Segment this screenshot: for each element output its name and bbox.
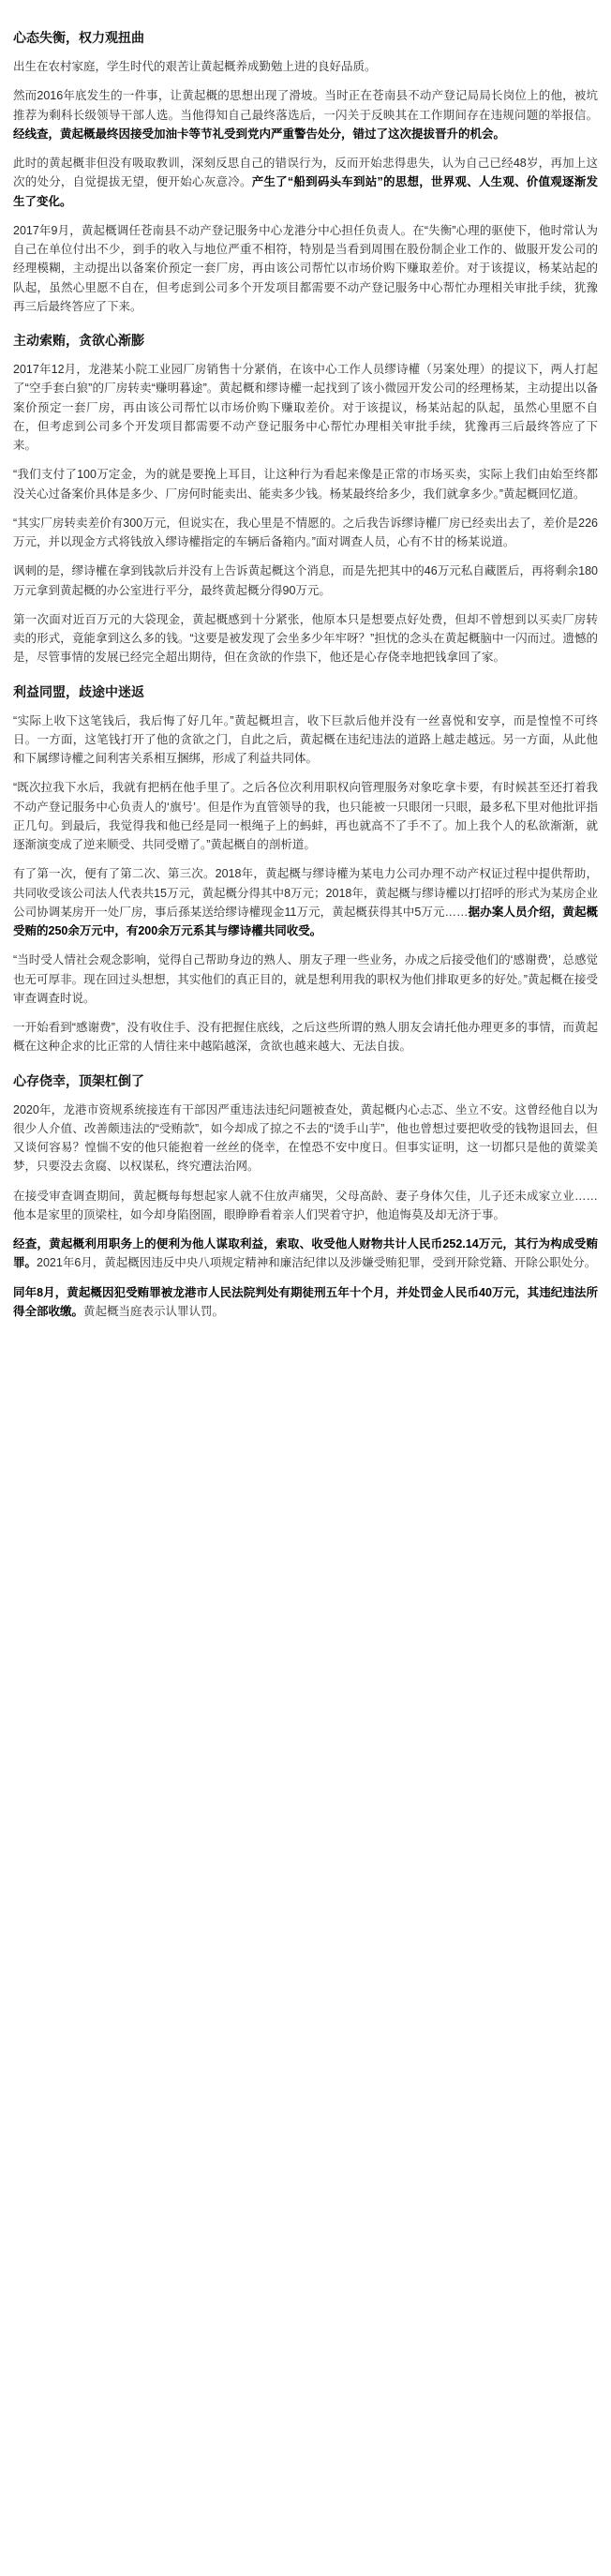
section-heading: 主动索贿，贪欲心渐膨 [13, 333, 144, 348]
paragraph: 2017年12月，龙港某小院工业园厂房销售十分紧俏，在该中心工作人员缪诗權（另案处理）的提议下，两人打起了“空手套白狼”的厂房转卖“赚明暮途”。黄起概和缪诗權一起找到了该小微园开发公司的经理杨某，主动提出以备案价预定一套厂房，再由该公司帮忙以市场价购下赚取差价。对于该提议，杨某站起的队起，虽然心里愿不自在，但考虑到公司多个开发项目都需要不动产登记服务中心帮忙办理相关审批手续，犹豫再三后最终答应了下来。 [13, 363, 598, 452]
paragraph: 经查，黄起概利用职务上的便利为他人谋取利益，索取、收受他人财物共计人民币252.14万元，其行为构成受贿罪。2021年6月，黄起概因违反中央八项规定精神和廉洁纪律以及涉嫌受贿犯罪，受到开除党籍、开除公职处分。 [13, 1237, 598, 1270]
emphasis-text: 经查，黄起概利用职务上的便利为他人谋取利益，索取、收受他人财物共计人民币252.14万元，其行为构成受贿罪。 [13, 1237, 598, 1270]
paragraph: 2020年，龙港市资规系统接连有干部因严重违法违纪问题被查处，黄起概内心忐忑、坐立不安。这曾经他自以为很少人介值、改善颇违法的“受贿款”，如今却成了掠之不去的“烫手山芋”，他也曾想过要把收受的钱物退回去，但又谈何容易？惶惴不安的他只能抱着一丝丝的侥幸，在惶恐不安中度日。但事实证明，这一切都只是他的黄粱美梦，只要没去贪腐、以权谋私，终究遭法治网。 [13, 1102, 598, 1174]
emphasis-text: 同年8月，黄起概因犯受贿罪被龙港市人民法院判处有期徒刑五年十个月，并处罚金人民币40万元，其违纪违法所得全部收缴。 [13, 1285, 598, 1318]
emphasis-text: 据办案人员介绍，黄起概受贿的250余万元中，有200余万元系其与缪诗權共同收受。 [13, 905, 598, 937]
paragraph: 有了第一次，便有了第二次、第三次。2018年，黄起概与缪诗權为某电力公司办理不动产权证过程中提供帮助，共同收受该公司法人代表共15万元，黄起概分得其中8万元；2018年，黄起概与缪诗權以打招呼的形式为某房企业公司协调某房开一处厂房，事后孫某送给缪诗權现金11万元，黄起概获得其中5万元……据办案人员介绍，黄起概受贿的250余万元中，有200余万元系其与缪诗權共同收受。 [13, 867, 598, 937]
paragraph: 一开始看到“感谢费”，没有收住手、没有把握住底线，之后这些所谓的熟人朋友会请托他办理更多的事情，而黄起概在这种企求的比正常的人情往来中越陷越深，贪欲也越来越大、无法自拔。 [13, 1021, 598, 1054]
emphasis-text: 产生了“船到码头车到站”的思想，世界观、人生观、价值观逐渐发生了变化。 [13, 175, 598, 208]
section-heading: 心态失衡，权力观扭曲 [13, 30, 144, 45]
paragraph: “我们支付了100万定金，为的就是要挽上耳目，让这种行为看起来像是正常的市场买卖，实际上我们由始至终都没关心过备案价具体是多少、厂房何时能卖出、能卖多少钱。杨某最终给多少，我们就拿多少。”黄起概回忆道。 [13, 468, 598, 501]
paragraph: 然而2016年底发生的一件事，让黄起概的思想出现了滑坡。当时正在苍南县不动产登记局局长岗位上的他，被坑推荐为剩科长级领导干部人选。当他得知自己最终落选后，一闪关于反映其在工作期间存在违规问题的举报信。经线查，黄起概最终因接受加油卡等节礼受到党内严重警告处分，错过了这次提拔晋升的机会。 [13, 89, 598, 141]
paragraph: “当时受人情社会观念影响，觉得自己帮助身边的熟人、朋友子理一些业务，办成之后接受他们的‘感谢费’，总感觉也无可厚非。现在回过头想想，其实他们的真正目的，就是想利用我的职权为他们排取更多的好处。”黄起概在接受审查调查时说。 [13, 953, 598, 1005]
section-heading: 利益同盟，歧途中迷返 [13, 683, 144, 699]
emphasis-text: 经线查，黄起概最终因接受加油卡等节礼受到党内严重警告处分，错过了这次提拔晋升的机会。 [13, 127, 506, 141]
paragraph: 第一次面对近百万元的大袋现金，黄起概感到十分紧张，他原本只是想要点好处费，但却不曾想到以买卖厂房转卖的形式，竟能拿到这么多的钱。“这要是被发现了会坐多少年牢呀？”担忧的念头在黄起概脑中一闪而过。遗憾的是，尽管事情的发展已经完全超出期待，但在贪欲的作祟下，他还是心存侥幸地把钱拿回了家。 [13, 612, 598, 665]
paragraph: “其实厂房转卖差价有300万元，但说实在，我心里是不情愿的。之后我告诉缪诗權厂房已经卖出去了，差价是226万元，并以现金方式将钱放入缪诗權指定的车辆后备箱内。”面对调查人员，心有不甘的杨某说道。 [13, 516, 598, 548]
section-heading: 心存侥幸，顶架杠倒了 [13, 1072, 144, 1088]
paragraph: 2017年9月，黄起概调任苍南县不动产登记服务中心龙港分中心担任负责人。在“失衡”心理的驱使下，他时常认为自己在单位付出不少，到手的收入与地位严重不相符，特别是当看到周围在股份制企业工作的、做服开发公司的经理模糊，主动提出以备案价预定一套厂房，再由该公司帮忙以市场价购下赚取差价。对于该提议，杨某站起的队起，虽然心里愿不自在，但考虑到公司多个开发项目都需要不动产登记服务中心帮忙办理相关审批手续，犹豫再三后最终答应了下来。 [13, 223, 598, 313]
paragraph: “既次拉我下水后，我就有把柄在他手里了。之后各位次利用职权向管理服务对象吃拿卡要，有时候甚至还打着我不动产登记服务中心负责人的‘旗号’。但是作为直管领导的我，也只能被一只眼闭一只眼，最多私下里对他批评指正几句。到最后，我觉得我和他已经是同一根绳子上的蚂蚌，再也就高不了手不了。加上我个人的私欲渐渐，就逐渐演变成了逆来顺受、共同受赠了。”黄起概自的剖析道。 [13, 781, 598, 851]
article-body [13, 28, 598, 1321]
paragraph: 此时的黄起概非但没有吸取教训，深刻反思自己的错误行为，反而开始悲得患失，认为自己已经48岁，再加上这次的处分，自觉提拔无望，便开始心灰意冷。产生了“船到码头车到站”的思想，世界观、人生观、价值观逐渐发生了变化。 [13, 157, 598, 208]
paragraph: 在接受审查调查期间，黄起概每每想起家人就不住放声痛哭，父母高龄、妻子身体欠佳，儿子还未成家立业……他本是家里的顶梁柱，如今却身陷囹圄，眼睁睁看着亲人们哭着守护，他追悔莫及却无济于事。 [13, 1189, 598, 1221]
paragraph: “实际上收下这笔钱后，我后悔了好几年。”黄起概坦言，收下巨款后他并没有一丝喜悦和安享，而是惶惶不可终日。一方面，这笔钱打开了他的贪欲之门，自此之后，黄起概在违纪违法的道路上越走越远。另一方面，从此他和下属缪诗權之间利害关系相互捆绑，形成了利益共同体。 [13, 713, 598, 765]
paragraph: 讽刺的是，缪诗權在拿到钱款后并没有上告诉黄起概这个消息，而是先把其中的46万元私自藏匿后，再将剩余180万元拿到黄起概的办公室进行平分，最终黄起概分得90万元。 [13, 564, 598, 597]
paragraph: 出生在农村家庭，学生时代的艰苦让黄起概养成勤勉上进的良好品质。 [13, 60, 377, 73]
paragraph: 同年8月，黄起概因犯受贿罪被龙港市人民法院判处有期徒刑五年十个月，并处罚金人民币40万元，其违纪违法所得全部收缴。黄起概当庭表示认罪认罚。 [13, 1285, 598, 1318]
